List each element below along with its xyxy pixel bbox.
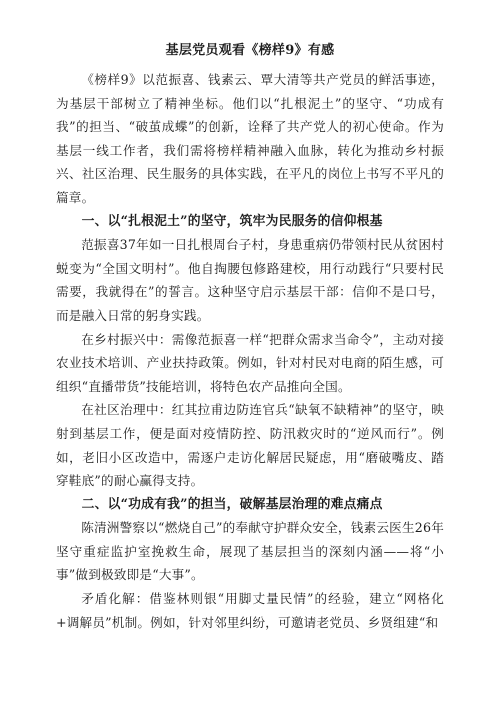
section-2-paragraph-2: 矛盾化解：借鉴林则银“用脚丈量民情”的经验，建立“网格化+调解员”机制。例如，针对邻里纠纷，可邀请老党员、乡贤组建“和: [56, 591, 444, 630]
section-1-paragraph-3: 在社区治理中：红其拉甫边防连官兵“缺氧不缺精神”的坚守，映射到基层工作，便是面对疫情防控、防汛救灾时的“逆风而行”。例如，老旧小区改造中，需逐户走访化解居民疑虑，用“磨破嘴皮、踏穿鞋底”的耐心赢得支持。: [56, 402, 444, 489]
document-title: 基层党员观看《榜样9》有感: [165, 43, 335, 58]
section-1-paragraph-1: 范振喜37年如一日扎根周台子村，身患重病仍带领村民从贫困村蜕变为“全国文明村”。他自掏腰包修路建校，用行动践行“只要村民需要，我就得在”的誓言。这种坚守启示基层干部：信仰不是口号，而是融入日常的躬身实践。: [56, 237, 444, 323]
intro-paragraph: 《榜样9》以范振喜、钱素云、覃大清等共产党员的鲜活事迹，为基层干部树立了精神坐标。他们以“扎根泥土”的坚守、“功成有我”的担当、“破茧成蝶”的创新，诠释了共产党人的初心使命。作为基层一线工作者，我们需将榜样精神融入血脉，转化为推动乡村振兴、社区治理、民生服务的具体实践，在平凡的岗位上书写不平凡的篇章。: [56, 72, 444, 205]
section-2-paragraph-1: 陈清洲警察以“燃烧自己”的奉献守护群众安全，钱素云医生26年坚守重症监护室挽救生命，展现了基层担当的深刻内涵——将“小事”做到极致即是“大事”。: [56, 520, 444, 583]
section-1-heading: 一、以“扎根泥土”的坚守，筑牢为民服务的信仰根基: [81, 213, 383, 229]
section-1-paragraph-2: 在乡村振兴中：需像范振喜一样“把群众需求当命令”，主动对接农业技术培训、产业扶持政策。例如，针对村民对电商的陌生感，可组织“直播带货”技能培训，将特色农产品推向全国。: [56, 331, 444, 394]
section-2-heading: 二、以“功成有我”的担当，破解基层治理的难点痛点: [81, 496, 383, 512]
